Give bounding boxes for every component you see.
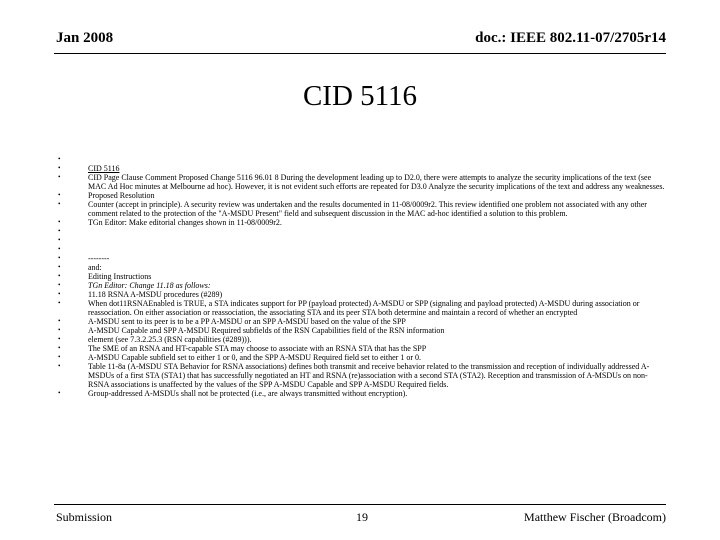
bullet-icon: • [58, 191, 61, 199]
bullet-text: element (see 7.3.2.25.3 (RSN capabilities (#289))). [88, 335, 252, 344]
bullet-line [54, 236, 666, 245]
footer-submission: Submission [56, 510, 113, 524]
bullet-line [54, 254, 666, 263]
bullet-line [54, 317, 666, 326]
slide-body [54, 155, 666, 398]
bullet-line [54, 200, 666, 218]
bullet-icon: • [58, 389, 61, 397]
bullet-line [54, 362, 666, 389]
slide-title: CID 5116 [302, 80, 418, 112]
bullet-line [54, 335, 666, 344]
bullet-text: and: [88, 263, 102, 272]
bullet-line [54, 245, 666, 254]
header-date: Jan 2008 [56, 30, 114, 46]
bullet-icon: • [58, 164, 61, 172]
bullet-icon: • [58, 281, 61, 289]
bullet-icon: • [58, 218, 61, 226]
bullet-line [54, 344, 666, 353]
bullet-line [54, 389, 666, 398]
bullet-icon: • [58, 200, 61, 208]
bullet-text: Counter (accept in principle). A security review was undertaken and the results documented in 11-08/0009r2. This review identified one problem not associated with any other comment related to the protection of the "A-MSDU Present" field and subsequent discussion in the MAC ad-hoc identified a solution to this problem. [88, 200, 647, 218]
bullet-text: A-MSDU Capable subfield set to either 1 or 0, and the SPP A-MSDU Required field set to either 1 or 0. [88, 353, 421, 362]
bullet-text: TGn Editor: Make editorial changes shown in 11-08/0009r2. [88, 218, 282, 227]
bullet-icon: • [58, 290, 61, 298]
bullet-icon: • [58, 353, 61, 361]
footer-page-number: 19 [356, 510, 368, 524]
bullet-icon: • [58, 155, 61, 163]
bullet-icon: • [58, 236, 61, 244]
bullet-text: When dot11RSNAEnabled is TRUE, a STA indicates support for PP (payload protected) A-MSDU or SPP (signaling and payload protected) A-MSDU during association or reassociation. On either association or reassociation, the associating STA and its peer STA both determine and maintain a record of whether an encrypted [88, 299, 640, 317]
bullet-icon: • [58, 299, 61, 307]
bullet-icon: • [58, 245, 61, 253]
bullet-line [54, 164, 666, 173]
bullet-line [54, 299, 666, 317]
bullet-icon: • [58, 173, 61, 181]
bullet-icon: • [58, 317, 61, 325]
bullet-icon: • [58, 326, 61, 334]
footer-author: Matthew Fischer (Broadcom) [524, 510, 666, 524]
bullet-text: TGn Editor: Change 11.18 as follows: [88, 281, 211, 290]
bullet-line [54, 290, 666, 299]
footer-rule [54, 504, 666, 505]
bullet-text: Editing Instructions [88, 272, 152, 281]
bullet-text: A-MSDU Capable and SPP A-MSDU Required subfields of the RSN Capabilities field of the RSN information [88, 326, 445, 335]
bullet-icon: • [58, 272, 61, 280]
header-doc-id: doc.: IEEE 802.11-07/2705r14 [475, 30, 666, 46]
bullet-icon: • [58, 362, 61, 370]
bullet-icon: • [58, 263, 61, 271]
bullet-text: CID Page Clause Comment Proposed Change 5116 96.01 8 During the development leading up to D2.0, there were attempts to analyze the security implications of the text (see MAC Ad Hoc minutes at Melbourne ad hoc). However, it is not evident such efforts are repeated for D3.0 Analyze the security implications of the text and address any weaknesses. [88, 173, 665, 191]
bullet-line [54, 353, 666, 362]
bullet-text: -------- [88, 254, 110, 263]
bullet-text: A-MSDU sent to its peer is to be a PP A-MSDU or an SPP A-MSDU based on the value of the SPP [88, 317, 406, 326]
bullet-line [54, 173, 666, 191]
bullet-text: The SME of an RSNA and HT-capable STA may choose to associate with an RSNA STA that has the SPP [88, 344, 427, 353]
bullet-line [54, 227, 666, 236]
bullet-text: 11.18 RSNA A-MSDU procedures (#289) [88, 290, 223, 299]
header-rule [54, 53, 666, 54]
bullet-icon: • [58, 254, 61, 262]
bullet-text: Proposed Resolution [88, 191, 155, 200]
bullet-text: Table 11-8a (A-MSDU STA Behavior for RSNA associations) defines both transmit and receive behavior related to the transmission and reception of individually addressed A-MSDUs of a first STA (STA1) that has successfully negotiated an HT and RSNA (re)association with a second STA (STA2). Reception and transmission of A-MSDUs on non-RSNA associations is unaffected by the values of the SPP A-MSDU Capable and SPP A-MSDU Required fields. [88, 362, 650, 389]
bullet-line [54, 263, 666, 272]
bullet-text: Group-addressed A-MSDUs shall not be protected (i.e., are always transmitted without encryption). [88, 389, 408, 398]
bullet-line [54, 281, 666, 290]
bullet-line [54, 191, 666, 200]
bullet-line [54, 326, 666, 335]
bullet-icon: • [58, 335, 61, 343]
bullet-line [54, 155, 666, 164]
bullet-line [54, 218, 666, 227]
bullet-line [54, 272, 666, 281]
bullet-icon: • [58, 227, 61, 235]
bullet-text: CID 5116 [88, 164, 120, 173]
bullet-icon: • [58, 344, 61, 352]
